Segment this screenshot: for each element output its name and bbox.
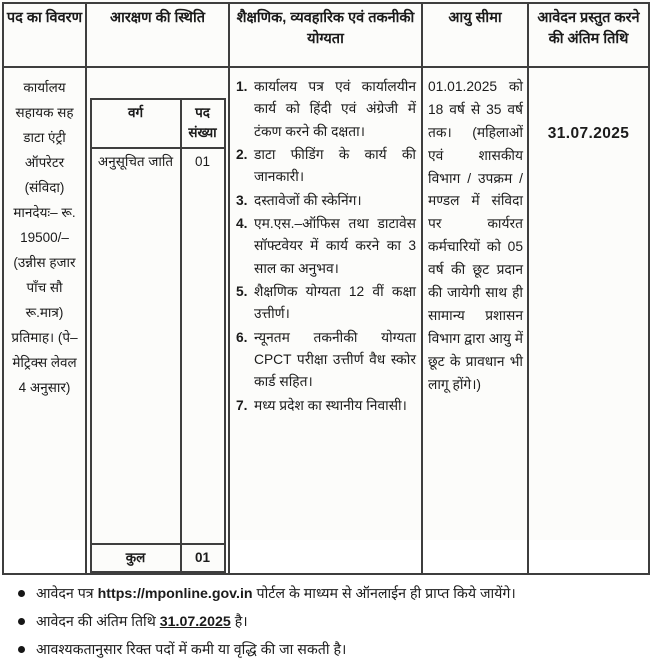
qualification-item <box>236 76 416 143</box>
qualification-item <box>236 144 416 189</box>
portal-url: https://mponline.gov.in <box>97 585 253 602</box>
reservation-table <box>90 98 226 573</box>
qualification-text: शैक्षणिक योग्यता 12 वीं कक्षा उत्तीर्ण। <box>254 284 416 322</box>
note-prefix: आवेदन की अंतिम तिथि <box>36 614 160 631</box>
qualification-number: 7. <box>236 397 248 413</box>
reservation-cell <box>86 67 229 574</box>
reservation-header-count: पद संख्या <box>181 99 225 148</box>
qualification-number: 3. <box>236 192 248 208</box>
note-item <box>18 584 642 605</box>
note-item <box>18 612 642 633</box>
qualification-item <box>236 395 416 417</box>
reservation-total-label: कुल <box>91 544 181 572</box>
last-date-cell <box>528 67 649 574</box>
last-date-inline: 31.07.2025 <box>159 614 231 631</box>
note-suffix: है। <box>230 614 248 631</box>
age-limit-cell <box>422 67 528 574</box>
reservation-row-total <box>91 544 225 572</box>
note-prefix: आवश्यकतानुसार रिक्त पदों में कमी या वृद्धि की जा सकती है। <box>36 642 347 659</box>
qualification-text: न्यूनतम तकनीकी योग्यता CPCT परीक्षा उत्तीर्ण वैध स्कोर कार्ड सहित। <box>254 329 416 390</box>
reservation-category: अनुसूचित जाति <box>91 148 181 544</box>
last-date-value: 31.07.2025 <box>547 125 630 142</box>
notes-section <box>2 575 648 662</box>
note-text <box>36 640 346 661</box>
qualification-item <box>236 190 416 212</box>
bullet-icon <box>18 646 25 653</box>
note-item <box>18 640 642 661</box>
qualification-number: 5. <box>236 284 248 300</box>
reservation-count: 01 <box>181 148 225 544</box>
qualification-number: 2. <box>236 147 248 163</box>
qualification-number: 1. <box>236 79 248 94</box>
table-body-row <box>3 67 649 574</box>
note-suffix: पोर्टल के माध्यम से ऑनलाईन ही प्राप्त किये जायेंगे। <box>252 585 516 602</box>
table-header-row <box>3 3 649 67</box>
qualification-number: 4. <box>236 216 248 232</box>
recruitment-table <box>2 2 650 575</box>
qualification-item <box>236 213 416 280</box>
post-details-cell <box>3 67 86 574</box>
qualification-text: डाटा फीडिंग के कार्य की जानकारी। <box>254 147 416 185</box>
col-header-post-details: पद का विवरण <box>3 3 86 67</box>
qualification-item <box>236 327 416 394</box>
qualifications-cell <box>229 67 422 574</box>
note-text <box>36 584 516 605</box>
qualification-text: दस्तावेजों की स्केनिंग। <box>254 192 362 208</box>
qualification-item <box>236 281 416 326</box>
reservation-header-row <box>91 99 225 148</box>
col-header-qualifications: शैक्षणिक, व्यवहारिक एवं तकनीकी योग्यता <box>229 3 422 67</box>
qualification-number: 6. <box>236 329 248 345</box>
post-details-text: कार्यालय सहायक सह डाटा एंट्री ऑपरेटर (संविदा) मानदेयः– रू. 19500/– (उन्नीस हजार पाँच सौ रू.मात्र) प्रतिमाह। (पे–मेट्रिक्स लेवल 4 अनुसार) <box>11 80 78 395</box>
col-header-reservation-status: आरक्षण की स्थिति <box>86 3 229 67</box>
note-text <box>36 612 248 633</box>
qualification-text: एम.एस.–ऑफिस तथा डाटावेस सॉफ्टवेयर में कार्य करने का 3 साल का अनुभव। <box>254 216 416 276</box>
note-prefix: आवेदन पत्र <box>36 585 98 602</box>
qualification-text: कार्यालय पत्र एवं कार्यालयीन कार्य को हिंदी एवं अंग्रेजी में टंकण करने की दक्षता। <box>254 79 416 139</box>
col-header-last-date: आवेदन प्रस्तुत करने की अंतिम तिथि <box>528 3 649 67</box>
reservation-header-category: वर्ग <box>91 99 181 148</box>
age-limit-text: 01.01.2025 को 18 वर्ष से 35 वर्ष तक। (महिलाओं एवं शासकीय विभाग / उपक्रम / मण्डल में संविदा पर कार्यरत कर्मचारियों को 05 वर्ष की छूट प्रदान की जायेगी साथ ही सामान्य प्रशासन विभाग द्वारा आयु में छूट के प्रावधान भी लागू होंगे।) <box>428 79 523 392</box>
bullet-icon <box>18 618 25 625</box>
reservation-row-sc <box>91 148 225 544</box>
qualification-text: मध्य प्रदेश का स्थानीय निवासी। <box>254 397 407 413</box>
col-header-age-limit: आयु सीमा <box>422 3 528 67</box>
reservation-total-count: 01 <box>181 544 225 572</box>
bullet-icon <box>18 590 25 597</box>
